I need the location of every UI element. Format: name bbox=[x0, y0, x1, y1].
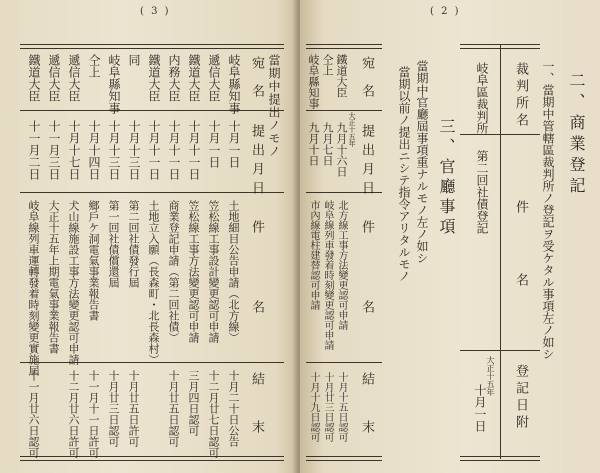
gov-header-name: 名 bbox=[359, 84, 374, 97]
row-matter: 土地細目公告申請（北方線） bbox=[227, 200, 240, 343]
row-result: 十月廿五日認可 bbox=[167, 370, 180, 447]
court-matter-header: 件名 bbox=[513, 200, 528, 346]
row-applicant: 岐阜縣知事 bbox=[107, 54, 121, 114]
header-result: 結 bbox=[249, 372, 264, 385]
row-date: 九月七日 bbox=[321, 122, 334, 166]
row-applicant: 遞信大臣 bbox=[47, 54, 61, 102]
gov-header-matter: 件 bbox=[359, 220, 374, 233]
row-matter: 北方線工事方法變更認可申請 bbox=[336, 200, 347, 330]
row-applicant: 内務大臣 bbox=[167, 54, 181, 102]
row-matter: 土地立入願（長森町・北長森村） bbox=[147, 200, 160, 365]
row-applicant: 鐵道大臣 bbox=[187, 54, 201, 102]
row-result: 十一月廿六日認可 bbox=[27, 370, 40, 458]
court-name: 岐阜區裁判所 bbox=[475, 62, 489, 134]
gov-header-result: 結 bbox=[359, 372, 374, 385]
row-matter: 笠松線工事設計變更認可申請 bbox=[207, 200, 220, 343]
right-page bbox=[300, 0, 600, 473]
gov-table-top-rule bbox=[306, 44, 382, 49]
page-number: ( 2 ) bbox=[430, 6, 461, 17]
section-intro: 一、當期中管轄區裁判所ノ登記ヲ受ケタル事項左ノ如シ bbox=[541, 60, 555, 360]
court-era-note: 大正十五年 bbox=[486, 356, 495, 396]
gov-header-applicant: 宛 bbox=[359, 56, 374, 69]
row-matter: 笠松線工事方法變更認可申請 bbox=[187, 200, 200, 343]
header-bottom-rule bbox=[20, 110, 284, 111]
row-result: 十二月廿七日認可 bbox=[207, 370, 220, 458]
gov-section-title: 三、官廳事項 bbox=[437, 118, 456, 238]
court-date-header: 登記日附 bbox=[513, 364, 528, 432]
court-matter: 第二回社債登記 bbox=[475, 150, 489, 234]
gov-header-submit-date: 提出月日 bbox=[359, 124, 374, 200]
row-date: 十月十三日 bbox=[107, 120, 121, 180]
row-matter: 鄉戶ケ洞電氣事業報告書 bbox=[87, 200, 100, 321]
court-table-divider bbox=[500, 44, 501, 459]
row-result: 十月十五日認可 bbox=[336, 372, 347, 442]
row-result: 十月廿三日認可 bbox=[107, 370, 120, 447]
table-top-rule bbox=[20, 44, 284, 49]
court-header: 裁判所名 bbox=[513, 62, 528, 130]
header-applicant: 宛 bbox=[249, 56, 264, 69]
row-date: 十月一日 bbox=[207, 120, 221, 168]
row-result: 十月十九日認可 bbox=[308, 372, 319, 442]
row-matter: 市內線電柱建替認可申請 bbox=[308, 200, 319, 310]
gov-table-bottom-rule bbox=[306, 456, 382, 461]
row-matter: 商業登記申請（第二回社債） bbox=[167, 200, 180, 343]
row-applicant: 岐阜縣知事 bbox=[227, 54, 241, 114]
table-bottom-rule bbox=[20, 456, 284, 461]
row-matter: 岐阜線列車發着時刻變更認可申請 bbox=[322, 200, 333, 350]
header-matter-name: 名 bbox=[249, 300, 264, 313]
row-matter: 第一回社債償還屆 bbox=[107, 200, 120, 288]
gov-intro-2: 當期以前ノ提出ニシテ指令アリタルモノ bbox=[397, 66, 411, 282]
row-matter: 犬山線施設工事方法變更認可申請 bbox=[67, 200, 80, 365]
row-date: 十一月三日 bbox=[47, 120, 61, 180]
row-applicant: 鐵道大臣 bbox=[147, 54, 161, 102]
row-date: 九月十六日 bbox=[335, 122, 348, 177]
gov-table-rule bbox=[306, 362, 382, 363]
date-column-rule bbox=[20, 192, 284, 193]
header-submit-date: 提出月日 bbox=[249, 124, 264, 200]
row-result: 十月廿五日許可 bbox=[127, 370, 140, 447]
gov-header-matter-name: 名 bbox=[359, 300, 374, 313]
gov-intro-1: 當期中官廳屆事項重ナルモノ左ノ如シ bbox=[415, 60, 429, 264]
row-date: 十月十四日 bbox=[87, 120, 101, 180]
row-matter: 大正十五年上期電氣事業報告書 bbox=[47, 200, 60, 354]
gov-header-end: 末 bbox=[359, 420, 374, 433]
page-number: ( 3 ) bbox=[140, 6, 171, 17]
gov-era-note: 大正十五年 bbox=[348, 112, 356, 147]
row-date: 十月一日 bbox=[227, 120, 241, 168]
row-matter: 第二回社債發行屆 bbox=[127, 200, 140, 288]
section-header: 當期中提出ノモノ bbox=[267, 54, 281, 158]
row-date: 十月十一日 bbox=[167, 120, 181, 180]
row-date: 十月十三日 bbox=[127, 120, 141, 180]
row-result: 三月四日認可 bbox=[187, 370, 200, 436]
row-result: 十月二十日公告 bbox=[227, 370, 240, 447]
row-applicant: 遞信大臣 bbox=[207, 54, 221, 102]
row-date: 九月十日 bbox=[307, 122, 320, 166]
row-result: 十月廿三日認可 bbox=[322, 372, 333, 442]
header-name: 名 bbox=[249, 84, 264, 97]
row-date: 十月十一日 bbox=[147, 120, 161, 180]
row-matter: 岐阜線列車運轉發着時刻變更實施屆 bbox=[27, 200, 40, 376]
gov-table-rule bbox=[306, 110, 382, 111]
header-end: 末 bbox=[249, 420, 264, 433]
row-date: 十月十七日 bbox=[67, 120, 81, 180]
row-applicant: 仝上 bbox=[87, 54, 101, 78]
row-applicant: 鐵道大臣 bbox=[27, 54, 41, 102]
row-applicant: 同 bbox=[127, 54, 141, 66]
court-date: 十月一日 bbox=[473, 384, 487, 432]
row-date: 十月十一日 bbox=[187, 120, 201, 180]
row-applicant: 鐵道大臣 bbox=[335, 54, 348, 98]
row-applicant: 岐阜縣知事 bbox=[307, 54, 320, 109]
row-result: 十一月十一日許可 bbox=[87, 370, 100, 458]
row-applicant: 遞信大臣 bbox=[67, 54, 81, 102]
row-result: 十二月廿六日許可 bbox=[67, 370, 80, 458]
section-title: 二、商業登記 bbox=[567, 72, 586, 198]
header-matter: 件 bbox=[249, 220, 264, 233]
row-applicant: 仝上 bbox=[321, 54, 334, 76]
row-date: 十一月二日 bbox=[27, 120, 41, 180]
